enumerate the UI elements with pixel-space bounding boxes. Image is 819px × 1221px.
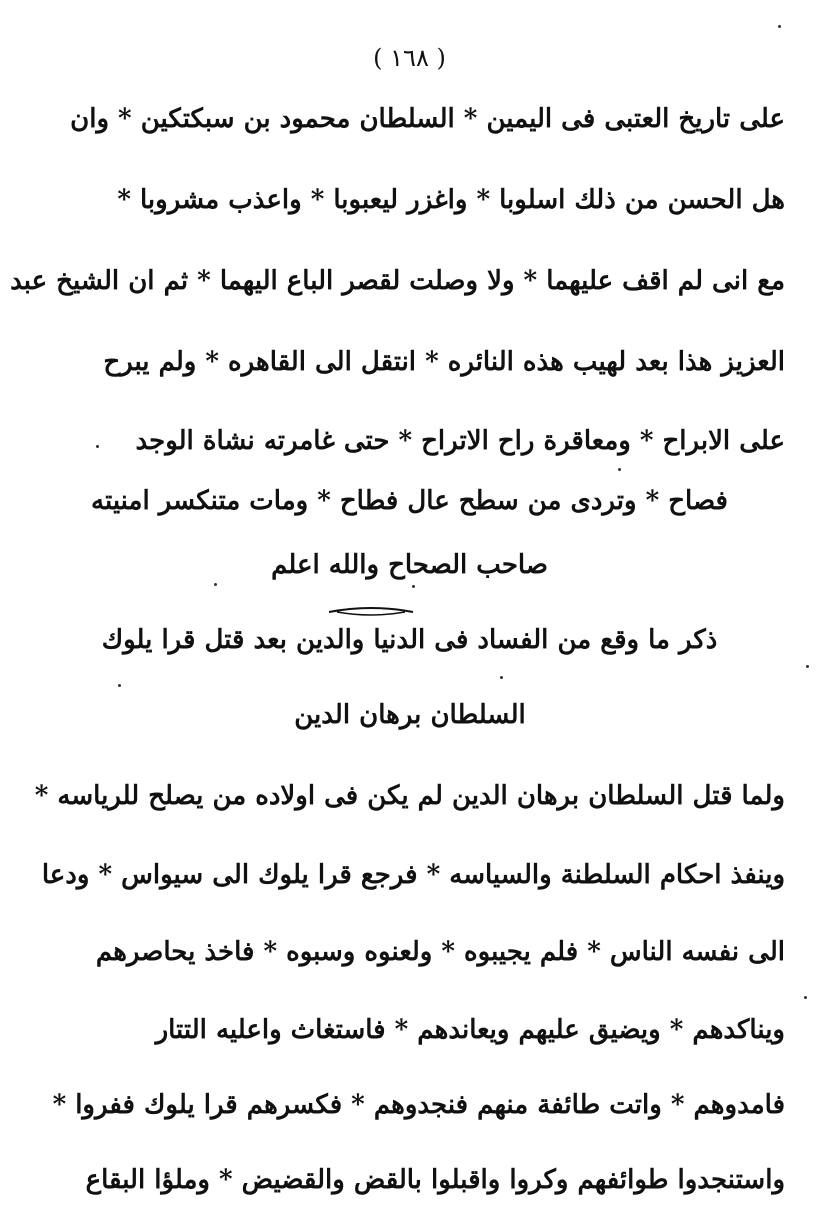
text-line: الى نفسه الناس * فلم يجيبوه * ولعنوه وسبوه * فاخذ يحاصرهم (95, 937, 785, 967)
scan-speck (778, 25, 781, 28)
scan-speck (412, 585, 415, 588)
scan-speck (214, 583, 217, 586)
text-line: العزيز هذا بعد لهيب هذه النائره * انتقل الى القاهره * ولم يبرح (103, 347, 785, 377)
scan-speck (500, 676, 503, 679)
text-line: فامدوهم * واتت طائفة منهم فنجدوهم * فكسرهم قرا يلوك ففروا * (52, 1090, 785, 1120)
text-line: ويناكدهم * ويضيق عليهم ويعاندهم * فاستغاث واعليه التتار (155, 1015, 785, 1045)
text-line: على الابراح * ومعاقرة راح الاتراح * حتى غامرته نشاة الوجد (135, 426, 785, 456)
text-line: واستنجدوا طوائفهم وكروا واقبلوا بالقض والقضيض * وملؤا البقاع (85, 1165, 785, 1195)
text-line-centered: صاحب الصحاح والله اعلم (271, 550, 548, 580)
text-line: هل الحسن من ذلك اسلوبا * واغزر ليعبوبا * واعذب مشروبا * (117, 185, 785, 215)
scan-speck (96, 445, 99, 448)
text-line: وينفذ احكام السلطنة والسياسه * فرجع قرا يلوك الى سيواس * ودعا (41, 860, 785, 890)
text-line: مع انى لم اقف عليهما * ولا وصلت لقصر الباع اليهما * ثم ان الشيخ عبد (10, 266, 785, 296)
section-title: ذكر ما وقع من الفساد فى الدنيا والدين بعد قتل قرا يلوك (101, 625, 718, 655)
scan-speck (806, 665, 809, 668)
section-subtitle: السلطان برهان الدين (294, 700, 526, 730)
text-line-centered: فصاح * وتردى من سطح عال فطاح * ومات متنكسر امنيته (91, 486, 728, 516)
text-line: على تاريخ العتبى فى اليمين * السلطان محمود بن سبكتكين * وان (70, 104, 785, 134)
scan-speck (618, 468, 621, 471)
scan-speck (118, 684, 121, 687)
text-line: ولما قتل السلطان برهان الدين لم يكن فى اولاده من يصلح للرياسه * (34, 781, 785, 811)
section-divider (327, 606, 415, 616)
page-number: ( ١٦٨ ) (373, 44, 446, 72)
scan-speck (804, 996, 807, 999)
